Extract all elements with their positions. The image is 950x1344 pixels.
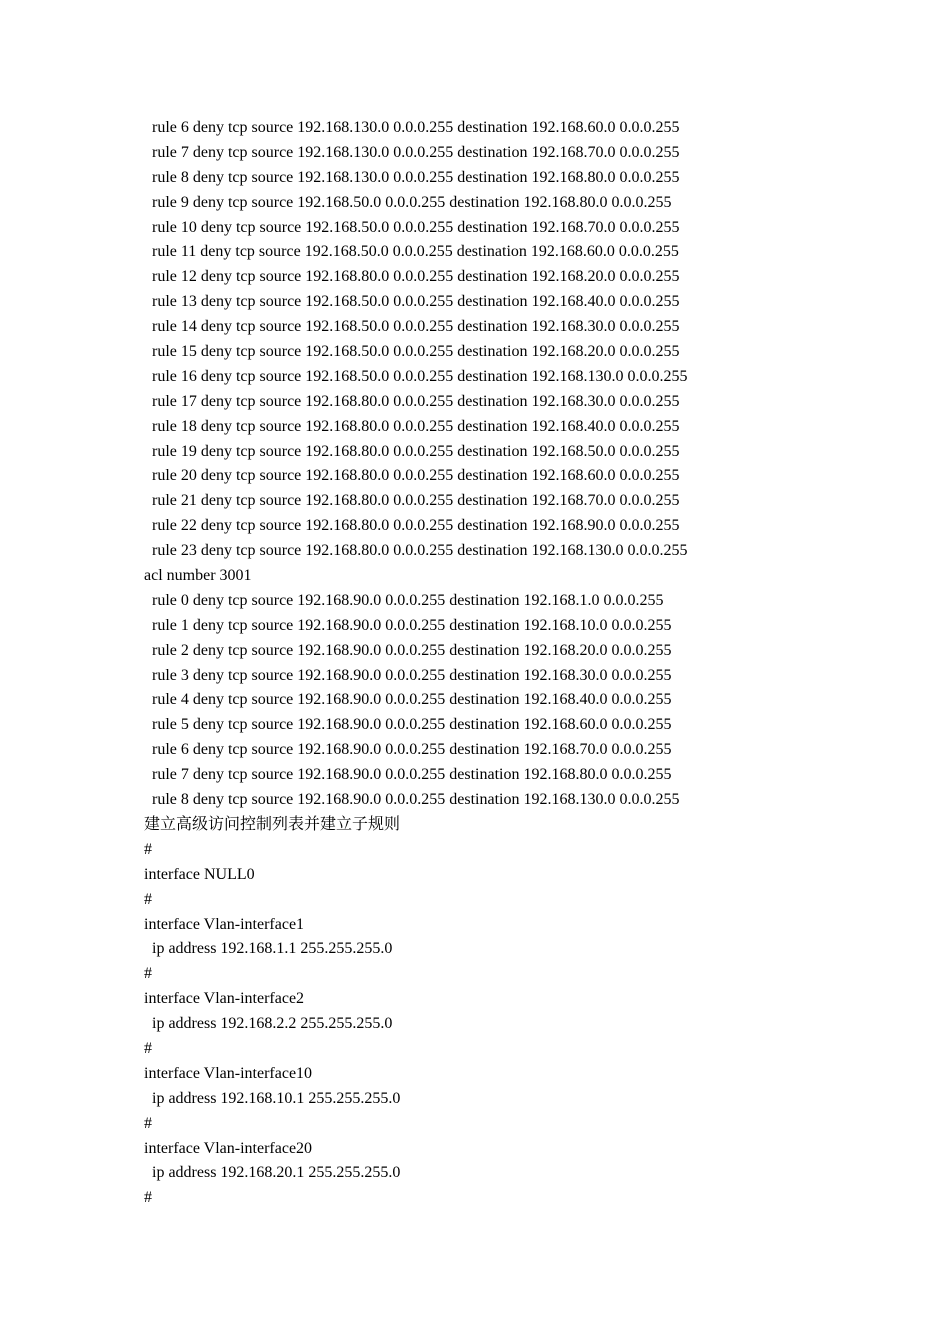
document-line: rule 6 deny tcp source 192.168.130.0 0.0.0.255 destination 192.168.60.0 0.0.0.255 xyxy=(152,119,680,136)
document-line: rule 17 deny tcp source 192.168.80.0 0.0.0.255 destination 192.168.30.0 0.0.0.255 xyxy=(152,392,680,410)
document-line: ip address 192.168.1.1 255.255.255.0 xyxy=(152,940,393,958)
document-line: acl number 3001 xyxy=(144,567,252,585)
document-line: rule 16 deny tcp source 192.168.50.0 0.0.0.255 destination 192.168.130.0 0.0.0.255 xyxy=(152,367,688,385)
document-line: rule 21 deny tcp source 192.168.80.0 0.0.0.255 destination 192.168.70.0 0.0.0.255 xyxy=(152,492,680,510)
document-line: rule 7 deny tcp source 192.168.90.0 0.0.0.255 destination 192.168.80.0 0.0.0.255 xyxy=(152,766,672,784)
document-line: rule 0 deny tcp source 192.168.90.0 0.0.0.255 destination 192.168.1.0 0.0.0.255 xyxy=(152,591,664,609)
document-line: interface NULL0 xyxy=(144,865,255,883)
document-line: # xyxy=(144,1039,152,1057)
document-line: rule 10 deny tcp source 192.168.50.0 0.0.0.255 destination 192.168.70.0 0.0.0.255 xyxy=(152,218,680,236)
document-line: rule 22 deny tcp source 192.168.80.0 0.0.0.255 destination 192.168.90.0 0.0.0.255 xyxy=(152,517,680,535)
document-line: rule 4 deny tcp source 192.168.90.0 0.0.0.255 destination 192.168.40.0 0.0.0.255 xyxy=(152,691,672,709)
document-line: interface Vlan-interface1 xyxy=(144,915,305,933)
document-line: rule 7 deny tcp source 192.168.130.0 0.0.0.255 destination 192.168.70.0 0.0.0.255 xyxy=(152,143,680,161)
document-line: ip address 192.168.2.2 255.255.255.0 xyxy=(152,1015,393,1033)
document-line: rule 13 deny tcp source 192.168.50.0 0.0.0.255 destination 192.168.40.0 0.0.0.255 xyxy=(152,293,680,311)
document-line: rule 1 deny tcp source 192.168.90.0 0.0.0.255 destination 192.168.10.0 0.0.0.255 xyxy=(152,616,672,634)
document-line: interface Vlan-interface20 xyxy=(144,1139,313,1157)
document-line: # xyxy=(144,965,152,983)
document-line: rule 23 deny tcp source 192.168.80.0 0.0.0.255 destination 192.168.130.0 0.0.0.255 xyxy=(152,542,688,560)
document-line: rule 11 deny tcp source 192.168.50.0 0.0.0.255 destination 192.168.60.0 0.0.0.255 xyxy=(152,243,679,261)
document-line: rule 18 deny tcp source 192.168.80.0 0.0.0.255 destination 192.168.40.0 0.0.0.255 xyxy=(152,417,680,435)
document-line: rule 8 deny tcp source 192.168.130.0 0.0.0.255 destination 192.168.80.0 0.0.0.255 xyxy=(152,168,680,186)
config-listing xyxy=(144,116,904,1211)
document-line: rule 6 deny tcp source 192.168.90.0 0.0.0.255 destination 192.168.70.0 0.0.0.255 xyxy=(152,741,672,759)
document-line: rule 9 deny tcp source 192.168.50.0 0.0.0.255 destination 192.168.80.0 0.0.0.255 xyxy=(152,193,672,211)
document-line: # xyxy=(144,1114,152,1132)
document-line: rule 15 deny tcp source 192.168.50.0 0.0.0.255 destination 192.168.20.0 0.0.0.255 xyxy=(152,343,680,361)
document-line: # xyxy=(144,1189,152,1207)
document-line: rule 3 deny tcp source 192.168.90.0 0.0.0.255 destination 192.168.30.0 0.0.0.255 xyxy=(152,666,672,684)
document-line: rule 20 deny tcp source 192.168.80.0 0.0.0.255 destination 192.168.60.0 0.0.0.255 xyxy=(152,467,680,485)
document-line: ip address 192.168.20.1 255.255.255.0 xyxy=(152,1164,401,1182)
document-line: rule 19 deny tcp source 192.168.80.0 0.0.0.255 destination 192.168.50.0 0.0.0.255 xyxy=(152,442,680,460)
document-line: rule 5 deny tcp source 192.168.90.0 0.0.0.255 destination 192.168.60.0 0.0.0.255 xyxy=(152,716,672,734)
document-line: rule 12 deny tcp source 192.168.80.0 0.0.0.255 destination 192.168.20.0 0.0.0.255 xyxy=(152,268,680,286)
document-line: rule 8 deny tcp source 192.168.90.0 0.0.0.255 destination 192.168.130.0 0.0.0.255 xyxy=(152,791,680,809)
document-line: rule 14 deny tcp source 192.168.50.0 0.0.0.255 destination 192.168.30.0 0.0.0.255 xyxy=(152,318,680,336)
document-line: rule 2 deny tcp source 192.168.90.0 0.0.0.255 destination 192.168.20.0 0.0.0.255 xyxy=(152,641,672,659)
document-line: interface Vlan-interface10 xyxy=(144,1064,313,1082)
document-line: 建立高级访问控制列表并建立子规则 xyxy=(144,815,401,833)
document-line: # xyxy=(144,840,152,858)
document-line: ip address 192.168.10.1 255.255.255.0 xyxy=(152,1089,401,1107)
document-line: # xyxy=(144,890,152,908)
document-line: interface Vlan-interface2 xyxy=(144,990,305,1008)
